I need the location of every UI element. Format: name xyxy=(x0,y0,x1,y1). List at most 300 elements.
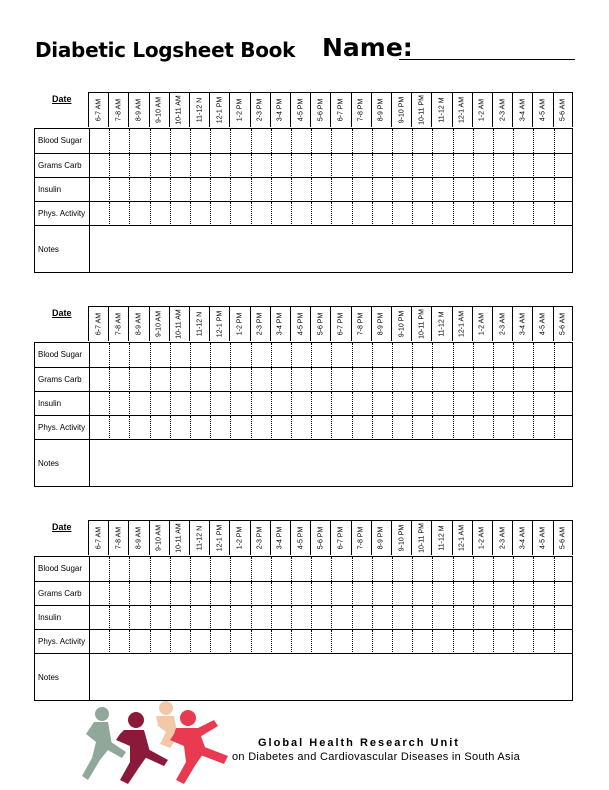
notes-field[interactable] xyxy=(89,226,573,273)
log-cell[interactable] xyxy=(271,630,291,654)
log-cell[interactable] xyxy=(493,392,513,416)
log-cell[interactable] xyxy=(473,343,493,367)
log-cell[interactable] xyxy=(352,392,372,416)
log-cell[interactable] xyxy=(372,154,392,178)
log-cell[interactable] xyxy=(533,416,553,440)
log-cell[interactable] xyxy=(210,178,230,202)
log-cell[interactable] xyxy=(473,416,493,440)
log-cell[interactable] xyxy=(432,178,452,202)
log-cell[interactable] xyxy=(372,392,392,416)
log-row xyxy=(35,153,572,178)
log-cell[interactable] xyxy=(129,202,149,226)
time-label: 1-2 PM xyxy=(236,312,244,336)
log-cell[interactable] xyxy=(230,392,250,416)
log-cell[interactable] xyxy=(372,582,392,606)
log-cell[interactable] xyxy=(392,582,412,606)
log-cell[interactable] xyxy=(129,630,149,654)
log-cell[interactable] xyxy=(493,178,513,202)
log-cell[interactable] xyxy=(392,630,412,654)
log-cell[interactable] xyxy=(89,178,109,202)
log-cell[interactable] xyxy=(412,343,432,367)
log-cell[interactable] xyxy=(473,129,493,153)
log-cell[interactable] xyxy=(392,606,412,630)
log-cell[interactable] xyxy=(331,343,351,367)
log-cell[interactable] xyxy=(554,178,574,202)
log-cell[interactable] xyxy=(473,178,493,202)
log-cell[interactable] xyxy=(89,154,109,178)
log-cell[interactable] xyxy=(493,557,513,581)
log-cell[interactable] xyxy=(190,557,210,581)
log-cell[interactable] xyxy=(432,129,452,153)
log-cell[interactable] xyxy=(291,557,311,581)
log-cell[interactable] xyxy=(190,606,210,630)
log-cell[interactable] xyxy=(210,582,230,606)
log-cell[interactable] xyxy=(554,392,574,416)
log-cell[interactable] xyxy=(170,154,190,178)
log-cell[interactable] xyxy=(190,154,210,178)
log-cell[interactable] xyxy=(432,582,452,606)
log-cell[interactable] xyxy=(150,343,170,367)
log-cell[interactable] xyxy=(109,606,129,630)
log-cell[interactable] xyxy=(331,154,351,178)
log-cell[interactable] xyxy=(109,392,129,416)
log-cell[interactable] xyxy=(129,129,149,153)
log-cell[interactable] xyxy=(190,178,210,202)
log-cell[interactable] xyxy=(129,606,149,630)
log-cell[interactable] xyxy=(372,343,392,367)
log-cell[interactable] xyxy=(129,392,149,416)
log-cell[interactable] xyxy=(89,129,109,153)
log-cell[interactable] xyxy=(230,557,250,581)
log-cell[interactable] xyxy=(533,630,553,654)
log-cell[interactable] xyxy=(453,606,473,630)
log-cell[interactable] xyxy=(291,129,311,153)
time-header xyxy=(34,92,573,128)
log-cell[interactable] xyxy=(170,630,190,654)
time-label: 2-3 AM xyxy=(499,98,507,122)
log-cell[interactable] xyxy=(331,606,351,630)
log-cell[interactable] xyxy=(271,416,291,440)
name-field[interactable] xyxy=(399,59,575,60)
log-cell[interactable] xyxy=(251,368,271,392)
log-cell[interactable] xyxy=(473,630,493,654)
log-cell[interactable] xyxy=(372,178,392,202)
log-cell[interactable] xyxy=(150,582,170,606)
log-cell[interactable] xyxy=(291,202,311,226)
log-cell[interactable] xyxy=(352,606,372,630)
log-cell[interactable] xyxy=(412,392,432,416)
log-cell[interactable] xyxy=(513,368,533,392)
log-cell[interactable] xyxy=(392,557,412,581)
log-cell[interactable] xyxy=(392,392,412,416)
log-cell[interactable] xyxy=(432,368,452,392)
log-cell[interactable] xyxy=(271,202,291,226)
log-cell[interactable] xyxy=(473,606,493,630)
log-cell[interactable] xyxy=(453,343,473,367)
log-cell[interactable] xyxy=(493,154,513,178)
log-cell[interactable] xyxy=(331,630,351,654)
log-cell[interactable] xyxy=(210,202,230,226)
log-cell[interactable] xyxy=(473,368,493,392)
log-cell[interactable] xyxy=(89,392,109,416)
log-cell[interactable] xyxy=(372,202,392,226)
log-cell[interactable] xyxy=(432,557,452,581)
log-cell[interactable] xyxy=(311,129,331,153)
log-cell[interactable] xyxy=(251,154,271,178)
log-cell[interactable] xyxy=(352,154,372,178)
log-cell[interactable] xyxy=(331,178,351,202)
log-cell[interactable] xyxy=(352,630,372,654)
log-cell[interactable] xyxy=(291,582,311,606)
log-cell[interactable] xyxy=(372,557,392,581)
log-cell[interactable] xyxy=(372,129,392,153)
log-cell[interactable] xyxy=(392,416,412,440)
log-cell[interactable] xyxy=(271,343,291,367)
log-cell[interactable] xyxy=(170,606,190,630)
log-cell[interactable] xyxy=(291,154,311,178)
log-cell[interactable] xyxy=(432,154,452,178)
log-cell[interactable] xyxy=(453,178,473,202)
log-cell[interactable] xyxy=(473,154,493,178)
log-cell[interactable] xyxy=(251,178,271,202)
log-cell[interactable] xyxy=(210,606,230,630)
log-cell[interactable] xyxy=(291,630,311,654)
log-cell[interactable] xyxy=(352,343,372,367)
notes-field[interactable] xyxy=(89,440,573,487)
log-cell[interactable] xyxy=(210,392,230,416)
log-cell[interactable] xyxy=(230,630,250,654)
log-cell[interactable] xyxy=(230,178,250,202)
log-cell[interactable] xyxy=(251,202,271,226)
log-cell[interactable] xyxy=(109,557,129,581)
log-cell[interactable] xyxy=(109,202,129,226)
log-cell[interactable] xyxy=(352,582,372,606)
log-cell[interactable] xyxy=(412,129,432,153)
log-cell[interactable] xyxy=(432,202,452,226)
log-cell[interactable] xyxy=(412,606,432,630)
log-cell[interactable] xyxy=(150,129,170,153)
log-cell[interactable] xyxy=(190,630,210,654)
log-cell[interactable] xyxy=(251,343,271,367)
log-cell[interactable] xyxy=(533,202,553,226)
log-cell[interactable] xyxy=(493,416,513,440)
log-cell[interactable] xyxy=(412,416,432,440)
log-cell[interactable] xyxy=(412,202,432,226)
log-cell[interactable] xyxy=(352,557,372,581)
log-cell[interactable] xyxy=(311,416,331,440)
log-cell[interactable] xyxy=(453,416,473,440)
log-cell[interactable] xyxy=(554,202,574,226)
log-cell[interactable] xyxy=(190,582,210,606)
log-cell[interactable] xyxy=(352,202,372,226)
log-cell[interactable] xyxy=(554,557,574,581)
log-cell[interactable] xyxy=(533,392,553,416)
log-cell[interactable] xyxy=(271,178,291,202)
log-cell[interactable] xyxy=(190,202,210,226)
log-cell[interactable] xyxy=(210,368,230,392)
log-cell[interactable] xyxy=(150,557,170,581)
log-cell[interactable] xyxy=(513,343,533,367)
log-cell[interactable] xyxy=(372,606,392,630)
log-cell[interactable] xyxy=(170,343,190,367)
log-cell[interactable] xyxy=(291,178,311,202)
log-cell[interactable] xyxy=(150,154,170,178)
log-cell[interactable] xyxy=(513,129,533,153)
log-cell[interactable] xyxy=(109,343,129,367)
log-cell[interactable] xyxy=(331,557,351,581)
log-cell[interactable] xyxy=(251,630,271,654)
log-cell[interactable] xyxy=(392,202,412,226)
log-cell[interactable] xyxy=(230,606,250,630)
log-cell[interactable] xyxy=(89,557,109,581)
log-cell[interactable] xyxy=(150,630,170,654)
log-cell[interactable] xyxy=(453,392,473,416)
log-cell[interactable] xyxy=(554,129,574,153)
log-cell[interactable] xyxy=(230,154,250,178)
log-cell[interactable] xyxy=(533,557,553,581)
log-cell[interactable] xyxy=(251,416,271,440)
log-cell[interactable] xyxy=(513,154,533,178)
log-cell[interactable] xyxy=(271,606,291,630)
log-cell[interactable] xyxy=(533,178,553,202)
log-cell[interactable] xyxy=(453,154,473,178)
log-cell[interactable] xyxy=(271,582,291,606)
log-cell[interactable] xyxy=(533,343,553,367)
log-cell[interactable] xyxy=(392,343,412,367)
log-cell[interactable] xyxy=(109,630,129,654)
log-cell[interactable] xyxy=(493,202,513,226)
log-cell[interactable] xyxy=(170,582,190,606)
log-cell[interactable] xyxy=(129,343,149,367)
time-label: 6-7 AM xyxy=(95,98,103,122)
log-cell[interactable] xyxy=(554,416,574,440)
log-cell[interactable] xyxy=(392,178,412,202)
log-cell[interactable] xyxy=(473,202,493,226)
log-cell[interactable] xyxy=(89,630,109,654)
log-cell[interactable] xyxy=(150,416,170,440)
log-cell[interactable] xyxy=(251,129,271,153)
log-cell[interactable] xyxy=(372,368,392,392)
log-cell[interactable] xyxy=(190,416,210,440)
log-cell[interactable] xyxy=(190,368,210,392)
log-cell[interactable] xyxy=(473,582,493,606)
log-cell[interactable] xyxy=(453,202,473,226)
log-cell[interactable] xyxy=(190,392,210,416)
log-cell[interactable] xyxy=(554,154,574,178)
log-cell[interactable] xyxy=(109,368,129,392)
log-cell[interactable] xyxy=(453,368,473,392)
log-cell[interactable] xyxy=(331,368,351,392)
log-cell[interactable] xyxy=(210,129,230,153)
log-cell[interactable] xyxy=(271,368,291,392)
log-cell[interactable] xyxy=(89,343,109,367)
log-cell[interactable] xyxy=(493,630,513,654)
log-cell[interactable] xyxy=(331,392,351,416)
log-cell[interactable] xyxy=(473,392,493,416)
log-cell[interactable] xyxy=(392,129,412,153)
log-cell[interactable] xyxy=(513,606,533,630)
log-cell[interactable] xyxy=(412,582,432,606)
log-cell[interactable] xyxy=(150,202,170,226)
log-cell[interactable] xyxy=(129,557,149,581)
log-cell[interactable] xyxy=(89,416,109,440)
log-cell[interactable] xyxy=(513,557,533,581)
log-cell[interactable] xyxy=(473,557,493,581)
log-cell[interactable] xyxy=(311,392,331,416)
log-cell[interactable] xyxy=(190,129,210,153)
log-cell[interactable] xyxy=(311,630,331,654)
log-cell[interactable] xyxy=(109,582,129,606)
log-cell[interactable] xyxy=(513,202,533,226)
log-cell[interactable] xyxy=(251,557,271,581)
log-cell[interactable] xyxy=(513,392,533,416)
log-cell[interactable] xyxy=(129,582,149,606)
log-cell[interactable] xyxy=(311,606,331,630)
log-cell[interactable] xyxy=(432,416,452,440)
log-cell[interactable] xyxy=(210,343,230,367)
log-cell[interactable] xyxy=(432,606,452,630)
log-cell[interactable] xyxy=(311,368,331,392)
log-cell[interactable] xyxy=(271,154,291,178)
log-cell[interactable] xyxy=(533,368,553,392)
log-cell[interactable] xyxy=(554,368,574,392)
log-cell[interactable] xyxy=(352,178,372,202)
log-cell[interactable] xyxy=(109,129,129,153)
log-cell[interactable] xyxy=(453,582,473,606)
log-cell[interactable] xyxy=(271,392,291,416)
log-cell[interactable] xyxy=(129,178,149,202)
log-cell[interactable] xyxy=(89,606,109,630)
log-cell[interactable] xyxy=(89,368,109,392)
log-cell[interactable] xyxy=(311,154,331,178)
log-cell[interactable] xyxy=(453,630,473,654)
log-cell[interactable] xyxy=(311,557,331,581)
log-cell[interactable] xyxy=(291,392,311,416)
log-cell[interactable] xyxy=(533,582,553,606)
log-cell[interactable] xyxy=(170,392,190,416)
log-cell[interactable] xyxy=(432,343,452,367)
log-cell[interactable] xyxy=(432,630,452,654)
log-cell[interactable] xyxy=(230,129,250,153)
notes-field[interactable] xyxy=(89,654,573,701)
log-cell[interactable] xyxy=(493,343,513,367)
time-label: 8-9 PM xyxy=(377,312,385,336)
log-cell[interactable] xyxy=(230,368,250,392)
log-cell[interactable] xyxy=(331,582,351,606)
log-cell[interactable] xyxy=(554,582,574,606)
log-cell[interactable] xyxy=(533,129,553,153)
log-cell[interactable] xyxy=(89,202,109,226)
log-cell[interactable] xyxy=(109,178,129,202)
log-cell[interactable] xyxy=(493,368,513,392)
log-cell[interactable] xyxy=(271,129,291,153)
log-cell[interactable] xyxy=(230,582,250,606)
log-cell[interactable] xyxy=(251,392,271,416)
log-cell[interactable] xyxy=(190,343,210,367)
log-cell[interactable] xyxy=(291,606,311,630)
log-cell[interactable] xyxy=(251,606,271,630)
log-cell[interactable] xyxy=(291,416,311,440)
log-cell[interactable] xyxy=(331,202,351,226)
log-cell[interactable] xyxy=(291,343,311,367)
log-cell[interactable] xyxy=(331,129,351,153)
log-cell[interactable] xyxy=(129,416,149,440)
log-cell[interactable] xyxy=(150,606,170,630)
log-cell[interactable] xyxy=(150,368,170,392)
log-cell[interactable] xyxy=(311,202,331,226)
log-cell[interactable] xyxy=(432,392,452,416)
log-cell[interactable] xyxy=(493,129,513,153)
log-cell[interactable] xyxy=(170,368,190,392)
log-cell[interactable] xyxy=(412,630,432,654)
log-cell[interactable] xyxy=(170,416,190,440)
log-cell[interactable] xyxy=(129,154,149,178)
log-cell[interactable] xyxy=(493,606,513,630)
log-cell[interactable] xyxy=(372,630,392,654)
log-cell[interactable] xyxy=(170,129,190,153)
log-cell[interactable] xyxy=(513,178,533,202)
log-cell[interactable] xyxy=(554,343,574,367)
log-cell[interactable] xyxy=(129,368,149,392)
row-label: Insulin xyxy=(38,613,62,622)
log-cell[interactable] xyxy=(251,582,271,606)
log-cell[interactable] xyxy=(170,557,190,581)
log-cell[interactable] xyxy=(352,416,372,440)
time-label: 10-11 AM xyxy=(175,309,183,339)
log-cell[interactable] xyxy=(392,368,412,392)
log-cell[interactable] xyxy=(513,582,533,606)
log-cell[interactable] xyxy=(230,416,250,440)
log-cell[interactable] xyxy=(513,630,533,654)
log-cell[interactable] xyxy=(150,178,170,202)
log-cell[interactable] xyxy=(150,392,170,416)
log-cell[interactable] xyxy=(311,343,331,367)
log-cell[interactable] xyxy=(109,416,129,440)
log-cell[interactable] xyxy=(210,154,230,178)
log-cell[interactable] xyxy=(412,557,432,581)
log-cell[interactable] xyxy=(311,178,331,202)
log-cell[interactable] xyxy=(89,582,109,606)
log-cell[interactable] xyxy=(372,416,392,440)
log-cell[interactable] xyxy=(271,557,291,581)
log-cell[interactable] xyxy=(554,630,574,654)
log-cell[interactable] xyxy=(533,154,553,178)
log-cell[interactable] xyxy=(352,129,372,153)
log-cell[interactable] xyxy=(210,416,230,440)
log-cell[interactable] xyxy=(412,368,432,392)
log-cell[interactable] xyxy=(352,368,372,392)
log-cell[interactable] xyxy=(493,582,513,606)
log-cell[interactable] xyxy=(210,630,230,654)
log-cell[interactable] xyxy=(230,343,250,367)
log-cell[interactable] xyxy=(453,557,473,581)
log-cell[interactable] xyxy=(170,202,190,226)
log-cell[interactable] xyxy=(453,129,473,153)
log-cell[interactable] xyxy=(533,606,553,630)
log-cell[interactable] xyxy=(513,416,533,440)
log-cell[interactable] xyxy=(412,178,432,202)
log-cell[interactable] xyxy=(331,416,351,440)
log-cell[interactable] xyxy=(392,154,412,178)
log-cell[interactable] xyxy=(109,154,129,178)
log-cell[interactable] xyxy=(210,557,230,581)
log-cell[interactable] xyxy=(554,606,574,630)
log-cell[interactable] xyxy=(412,154,432,178)
log-cell[interactable] xyxy=(230,202,250,226)
log-cell[interactable] xyxy=(311,582,331,606)
log-cell[interactable] xyxy=(291,368,311,392)
log-cell[interactable] xyxy=(170,178,190,202)
